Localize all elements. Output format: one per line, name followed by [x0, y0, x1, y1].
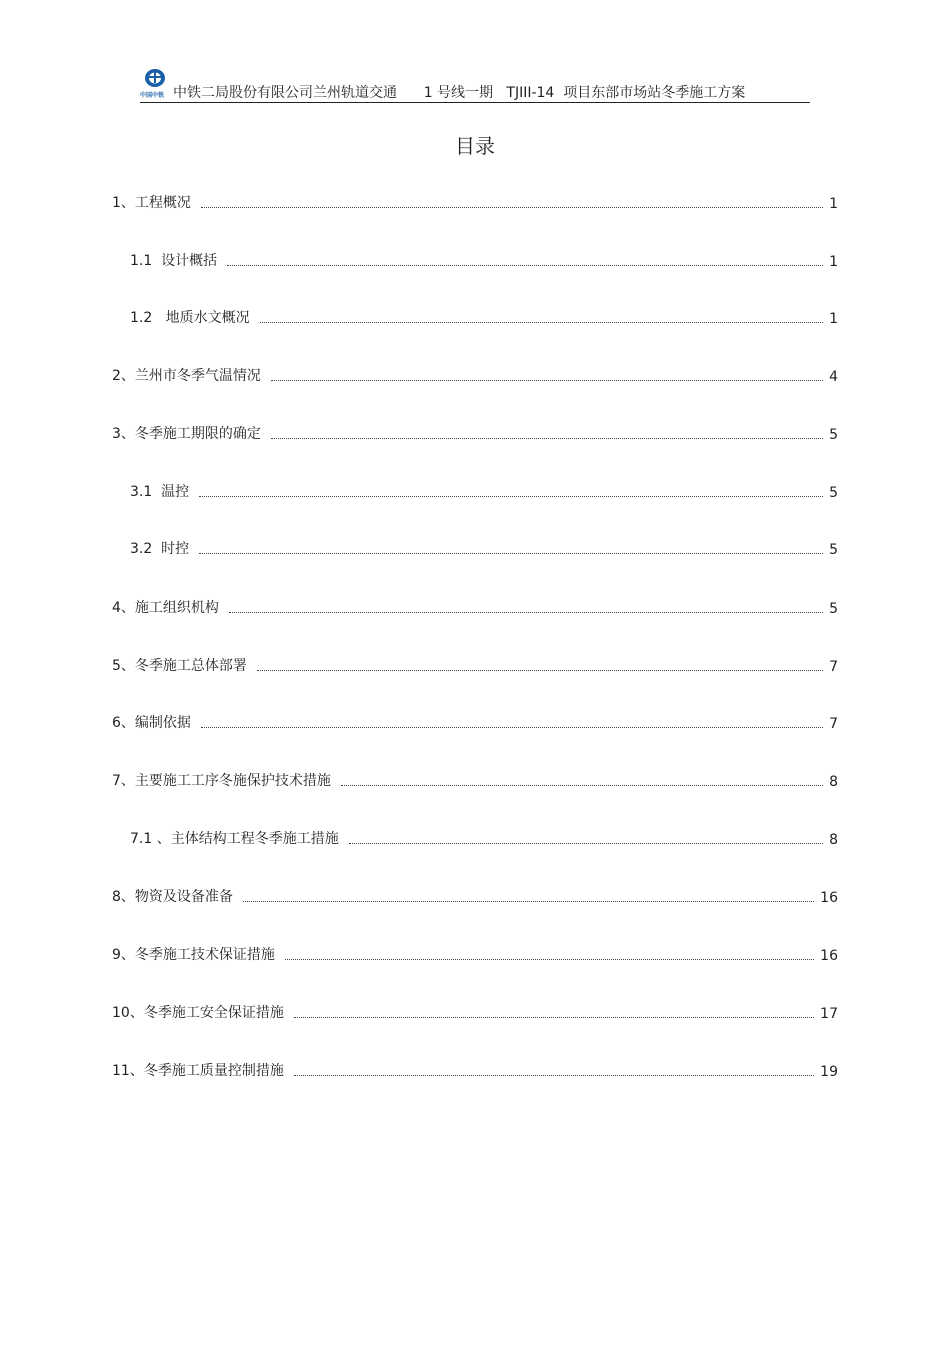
toc-leader-dots	[227, 264, 823, 266]
toc-entry-label: 1.2 地质水文概况	[130, 310, 250, 326]
company-logo	[140, 68, 174, 98]
logo-text: 中国中铁	[140, 92, 165, 99]
toc-entry-label: 7.1 、主体结构工程冬季施工措施	[130, 831, 339, 847]
toc-leader-dots	[229, 611, 823, 613]
toc-entry-page: 1	[829, 311, 838, 327]
toc-leader-dots	[257, 669, 823, 671]
toc-leader-dots	[285, 958, 814, 960]
toc-entry-page: 17	[820, 1006, 838, 1022]
toc-leader-dots	[243, 900, 814, 902]
toc-entry-page: 5	[829, 542, 838, 558]
toc-entry[interactable]	[112, 944, 838, 964]
toc-entry[interactable]	[130, 538, 838, 558]
toc-entry[interactable]	[112, 712, 838, 732]
toc-entry-label: 6、编制依据	[112, 715, 191, 731]
toc-entry[interactable]	[130, 481, 838, 501]
toc-entry-page: 4	[829, 369, 838, 385]
toc-entry-page: 8	[829, 774, 838, 790]
toc-entry-page: 1	[829, 254, 838, 270]
toc-entry[interactable]	[112, 192, 838, 212]
toc-entry-label: 1.1 设计概括	[130, 253, 218, 269]
toc-leader-dots	[341, 784, 823, 786]
toc-entry-page: 5	[829, 427, 838, 443]
toc-entry-page: 19	[820, 1064, 838, 1080]
toc-leader-dots	[349, 842, 823, 844]
toc-entry-page: 1	[829, 196, 838, 212]
toc-entry-page: 16	[820, 948, 838, 964]
toc-leader-dots	[271, 437, 823, 439]
toc-leader-dots	[201, 206, 823, 208]
toc-entry-label: 11、冬季施工质量控制措施	[112, 1063, 284, 1079]
toc-entry-label: 1、工程概况	[112, 195, 191, 211]
crec-logo-icon	[140, 68, 174, 92]
toc-entry-label: 3.2 时控	[130, 541, 190, 557]
toc-entry[interactable]	[112, 365, 838, 385]
toc-entry-label: 10、冬季施工安全保证措施	[112, 1005, 284, 1021]
toc-entry[interactable]	[112, 886, 838, 906]
toc-entry[interactable]	[112, 770, 838, 790]
toc-leader-dots	[201, 726, 823, 728]
toc-entry-page: 5	[829, 601, 838, 617]
toc-entry[interactable]	[112, 597, 838, 617]
toc-entry[interactable]	[130, 828, 838, 848]
toc-leader-dots	[294, 1016, 814, 1018]
toc-entry[interactable]	[130, 250, 838, 270]
toc-entry-page: 16	[820, 890, 838, 906]
toc-entry[interactable]	[112, 655, 838, 675]
toc-entry[interactable]	[112, 423, 838, 443]
toc-title: 目录	[455, 134, 495, 158]
toc-entry[interactable]	[112, 1060, 838, 1080]
header-title: 中铁二局股份有限公司兰州轨道交通 1 号线一期 TJIII-14 项目东部市场站冬季施工方案	[173, 85, 746, 101]
toc-entry[interactable]	[112, 1002, 838, 1022]
toc-entry-page: 7	[829, 659, 838, 675]
toc-entry-label: 8、物资及设备准备	[112, 889, 233, 905]
page-header	[140, 68, 810, 103]
toc-entry-label: 9、冬季施工技术保证措施	[112, 947, 275, 963]
toc-entry-page: 7	[829, 716, 838, 732]
toc-leader-dots	[260, 321, 823, 323]
toc-leader-dots	[294, 1074, 814, 1076]
toc-leader-dots	[199, 495, 823, 497]
toc-entry-label: 5、冬季施工总体部署	[112, 658, 247, 674]
toc-entry-label: 3、冬季施工期限的确定	[112, 426, 261, 442]
toc-entry-page: 8	[829, 832, 838, 848]
toc-entry-page: 5	[829, 485, 838, 501]
toc-entry-label: 7、主要施工工序冬施保护技术措施	[112, 773, 331, 789]
toc-entry-label: 4、施工组织机构	[112, 600, 219, 616]
toc-entry[interactable]	[130, 307, 838, 327]
toc-leader-dots	[199, 552, 823, 554]
toc-leader-dots	[271, 379, 823, 381]
toc-entry-label: 2、兰州市冬季气温情况	[112, 368, 261, 384]
toc-entry-label: 3.1 温控	[130, 484, 190, 500]
